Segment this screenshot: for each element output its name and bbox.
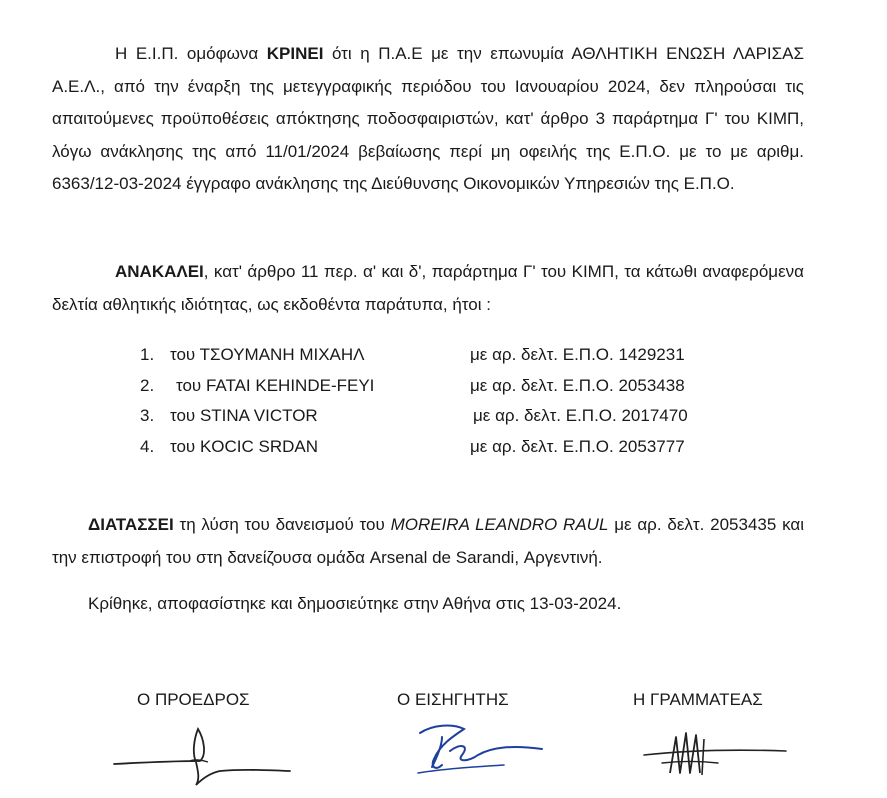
card-number: με αρ. δελτ. Ε.Π.Ο. 2017470 xyxy=(473,406,688,425)
item-number: 4. xyxy=(140,436,155,456)
player-name: του KOCIC SRDAN xyxy=(170,436,319,456)
revocation-paragraph xyxy=(52,256,804,321)
item-number: 2. xyxy=(140,375,155,395)
decision-paragraph xyxy=(52,38,804,201)
card-number: με αρ. δελτ. Ε.Π.Ο. 2053438 xyxy=(470,375,685,395)
item-number: 3. xyxy=(140,406,155,425)
closing-text: Κρίθηκε, αποφασίστηκε και δημοσιεύτηκε στην Αθήνα στις 13-03-2024. xyxy=(88,594,622,613)
loan-text-end: με αρ. δελτ. 2053435 και την επιστροφή του στη δανείζουσα ομάδα Arsenal de Sarandi, Αργεντινή. xyxy=(52,515,805,567)
card-number: με αρ. δελτ. Ε.Π.Ο. 1429231 xyxy=(470,345,685,364)
list-item xyxy=(140,371,720,402)
loan-paragraph xyxy=(52,509,804,574)
list-item xyxy=(140,401,720,432)
player-name: του ΤΣΟΥΜΑΝΗ ΜΙΧΑΗΛ xyxy=(170,345,365,364)
secretary-signature xyxy=(640,715,790,790)
card-number: με αρ. δελτ. Ε.Π.Ο. 2053777 xyxy=(470,436,685,456)
revocation-keyword: ΑΝΑΚΑΛΕΙ xyxy=(115,262,204,281)
item-number: 1. xyxy=(140,345,155,364)
revocation-text: , κατ' άρθρο 11 περ. α' και δ', παράρτημα Γ' του ΚΙΜΠ, τα κάτωθι αναφερόμενα δελτία αθλητικής ιδιότητας, ως εκδοθέντα παράτυπα, ήτοι : xyxy=(52,262,804,314)
decision-text: ότι η Π.Α.Ε με την επωνυμία ΑΘΛΗΤΙΚΗ ΕΝΩΣΗ ΛΑΡΙΣΑΣ Α.Ε.Λ., από την έναρξη της μετεγγραφικής περιόδου του Ιανουαρίου 2024, δεν πληρούσαι τις απαιτούμενες προϋποθέσεις απόκτησης ποδοσφαιριστών, κατ' άρθρο 3 παράρτημα Γ' του ΚΙΜΠ, λόγω ανάκλησης της από 11/01/2024 βεβαίωσης περί μη οφειλής της Ε.Π.Ο. με το με αριθμ. 6363/12-03-2024 έγγραφο ανάκλησης της Διεύθυνσης Οικονομικών Υπηρεσιών της Ε.Π.Ο. xyxy=(52,44,804,193)
rapporteur-title: Ο ΕΙΣΗΓΗΤΗΣ xyxy=(397,690,509,709)
loan-player-name: MOREIRA LEANDRO RAUL xyxy=(390,515,609,534)
player-name: του STINA VICTOR xyxy=(170,406,318,425)
president-title: Ο ΠΡΟΕΔΡΟΣ xyxy=(137,690,250,709)
player-name: του FATAI KEHINDE-FEYI xyxy=(176,375,375,395)
president-signature xyxy=(112,715,292,795)
rapporteur-signature xyxy=(412,715,552,785)
loan-text: τη λύση του δανεισμού του xyxy=(173,515,391,534)
order-keyword: ΔΙΑΤΑΣΣΕΙ xyxy=(88,515,174,534)
closing-paragraph xyxy=(52,588,804,621)
decision-keyword: ΚΡΙΝΕΙ xyxy=(266,44,324,63)
decision-intro: Η Ε.Ι.Π. ομόφωνα xyxy=(115,44,267,63)
list-item xyxy=(140,432,720,463)
list-item xyxy=(140,340,720,371)
player-card-list xyxy=(140,340,720,462)
secretary-title: Η ΓΡΑΜΜΑΤΕΑΣ xyxy=(633,690,763,709)
